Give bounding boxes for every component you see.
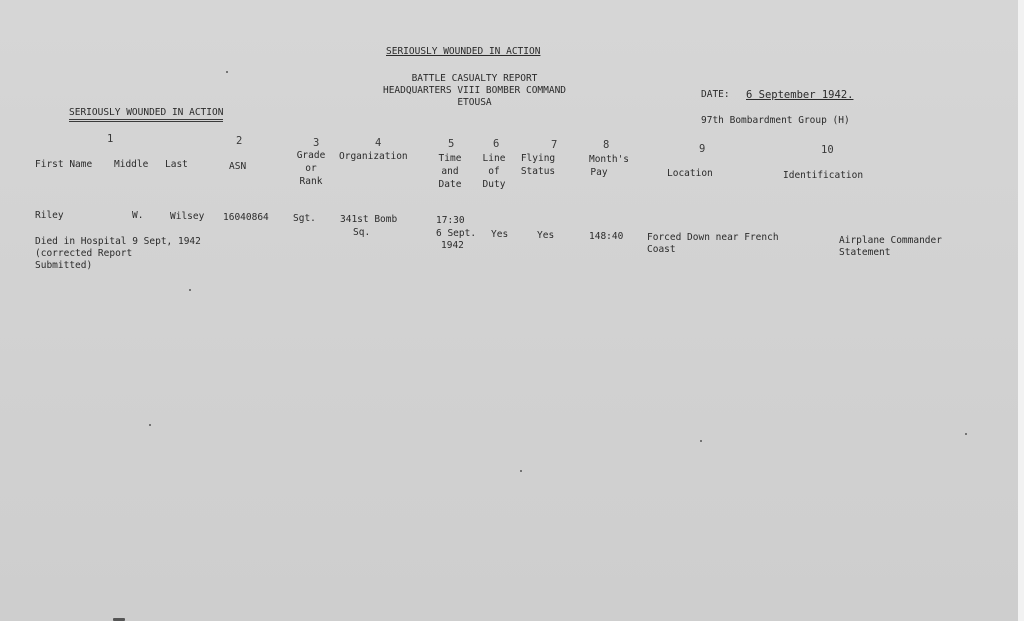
date-label: DATE: bbox=[701, 89, 730, 100]
header-asn: ASN bbox=[229, 161, 247, 172]
header-duty-line-1: Line bbox=[482, 153, 506, 164]
report-title-line-3: ETOUSA bbox=[457, 97, 492, 108]
record-line-of-duty: Yes bbox=[491, 229, 509, 240]
speck bbox=[965, 433, 967, 435]
record-first-name: Riley bbox=[35, 210, 64, 221]
record-middle: W. bbox=[132, 210, 144, 221]
page-edge bbox=[1018, 0, 1024, 621]
record-asn: 16040864 bbox=[223, 212, 269, 223]
header-location: Location bbox=[667, 168, 713, 179]
record-date-line-2: 1942 bbox=[441, 240, 464, 251]
header-first-name: First Name bbox=[35, 159, 93, 170]
header-middle: Middle bbox=[114, 159, 149, 170]
report-title-line-1: BATTLE CASUALTY REPORT bbox=[411, 73, 538, 84]
note-line-2: (corrected Report bbox=[35, 248, 133, 259]
column-number-5: 5 bbox=[448, 138, 455, 150]
header-grade-line-2: or bbox=[305, 163, 317, 174]
column-number-9: 9 bbox=[699, 143, 706, 155]
header-time-line-2: and bbox=[441, 166, 459, 177]
top-heading: SERIOUSLY WOUNDED IN ACTION bbox=[386, 46, 541, 57]
column-number-10: 10 bbox=[821, 144, 834, 156]
header-duty-line-3: Duty bbox=[482, 179, 506, 190]
record-flying-status: Yes bbox=[537, 230, 555, 241]
record-identification-line-2: Statement bbox=[839, 247, 891, 258]
record-organization-line-1: 341st Bomb bbox=[340, 214, 398, 225]
column-number-2: 2 bbox=[236, 135, 243, 147]
column-number-3: 3 bbox=[313, 137, 320, 149]
record-date-line-1: 6 Sept. bbox=[436, 228, 477, 239]
speck bbox=[520, 470, 522, 472]
header-pay-line-2: Pay bbox=[590, 167, 608, 178]
header-time-line-3: Date bbox=[438, 179, 462, 190]
header-duty-line-2: of bbox=[488, 166, 500, 177]
report-title-line-2: HEADQUARTERS VIII BOMBER COMMAND bbox=[382, 85, 567, 96]
record-identification-line-1: Airplane Commander bbox=[839, 235, 942, 246]
header-flying-line-2: Status bbox=[520, 166, 556, 177]
record-location-line-2: Coast bbox=[647, 244, 676, 255]
date-value: 6 September 1942. bbox=[746, 89, 854, 101]
speck bbox=[189, 289, 191, 291]
record-grade: Sgt. bbox=[293, 213, 316, 224]
header-grade-line-3: Rank bbox=[299, 176, 323, 187]
column-number-6: 6 bbox=[493, 138, 500, 150]
column-number-7: 7 bbox=[551, 139, 558, 151]
note-line-1: Died in Hospital 9 Sept, 1942 bbox=[35, 236, 201, 247]
header-identification: Identification bbox=[783, 170, 864, 181]
record-last: Wilsey bbox=[170, 211, 205, 222]
record-months-pay: 148:40 bbox=[589, 231, 624, 242]
header-grade-line-1: Grade bbox=[296, 150, 326, 161]
header-flying-line-1: Flying bbox=[520, 153, 556, 164]
header-last: Last bbox=[165, 159, 188, 170]
speck bbox=[700, 440, 702, 442]
record-location-line-1: Forced Down near French bbox=[647, 232, 779, 243]
column-number-1: 1 bbox=[107, 133, 114, 145]
group-name: 97th Bombardment Group (H) bbox=[701, 115, 850, 126]
column-number-8: 8 bbox=[603, 139, 610, 151]
record-time: 17:30 bbox=[436, 215, 465, 226]
header-time-line-1: Time bbox=[438, 153, 462, 164]
speck bbox=[226, 71, 228, 73]
speck bbox=[149, 424, 151, 426]
header-pay-line-1: Month's bbox=[588, 154, 630, 165]
note-line-3: Submitted) bbox=[35, 260, 93, 271]
left-heading: SERIOUSLY WOUNDED IN ACTION bbox=[69, 106, 223, 122]
record-organization-line-2: Sq. bbox=[353, 227, 371, 238]
header-organization: Organization bbox=[339, 151, 408, 162]
column-number-4: 4 bbox=[375, 137, 382, 149]
